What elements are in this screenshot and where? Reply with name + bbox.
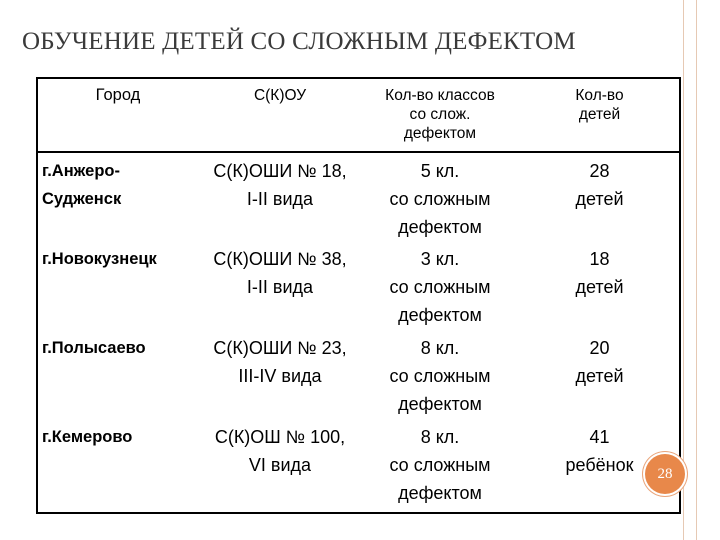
- cell-classes: 8 кл. со сложным дефектом: [389, 338, 491, 414]
- table-row: [37, 241, 680, 330]
- schools-table: [36, 77, 681, 514]
- cell-city: г.Анжеро- Судженск: [42, 162, 122, 208]
- cell-school: С(К)ОШ № 100, VI вида: [214, 427, 346, 475]
- cell-children: 41 ребёнок: [565, 427, 634, 475]
- header-city: Город: [37, 78, 200, 152]
- decorative-frame: [683, 0, 697, 540]
- cell-school: С(К)ОШИ № 23, III-IV вида: [213, 338, 347, 386]
- page-number-badge: 28: [645, 454, 685, 494]
- header-classes: Кол-во классов со слож. дефектом: [360, 78, 520, 152]
- slide-title: ОБУЧЕНИЕ ДЕТЕЙ СО СЛОЖНЫМ ДЕФЕКТОМ: [22, 28, 576, 55]
- cell-school: С(К)ОШИ № 18, I-II вида: [213, 161, 347, 209]
- cell-city: г.Кемерово: [42, 428, 133, 446]
- header-school: С(К)ОУ: [200, 78, 360, 152]
- cell-school: С(К)ОШИ № 38, I-II вида: [213, 249, 347, 297]
- cell-classes: 5 кл. со сложным дефектом: [389, 161, 491, 237]
- table-row: [37, 330, 680, 419]
- cell-children: 28 детей: [575, 161, 624, 209]
- table-row: [37, 419, 680, 513]
- table-row: [37, 152, 680, 241]
- cell-children: 18 детей: [575, 249, 624, 297]
- cell-city: г.Новокузнецк: [42, 250, 157, 268]
- table-header-row: [37, 78, 680, 152]
- cell-classes: 8 кл. со сложным дефектом: [389, 427, 491, 503]
- cell-classes: 3 кл. со сложным дефектом: [389, 249, 491, 325]
- cell-city: г.Полысаево: [42, 339, 146, 357]
- header-children: Кол-во детей: [520, 78, 680, 152]
- cell-children: 20 детей: [575, 338, 624, 386]
